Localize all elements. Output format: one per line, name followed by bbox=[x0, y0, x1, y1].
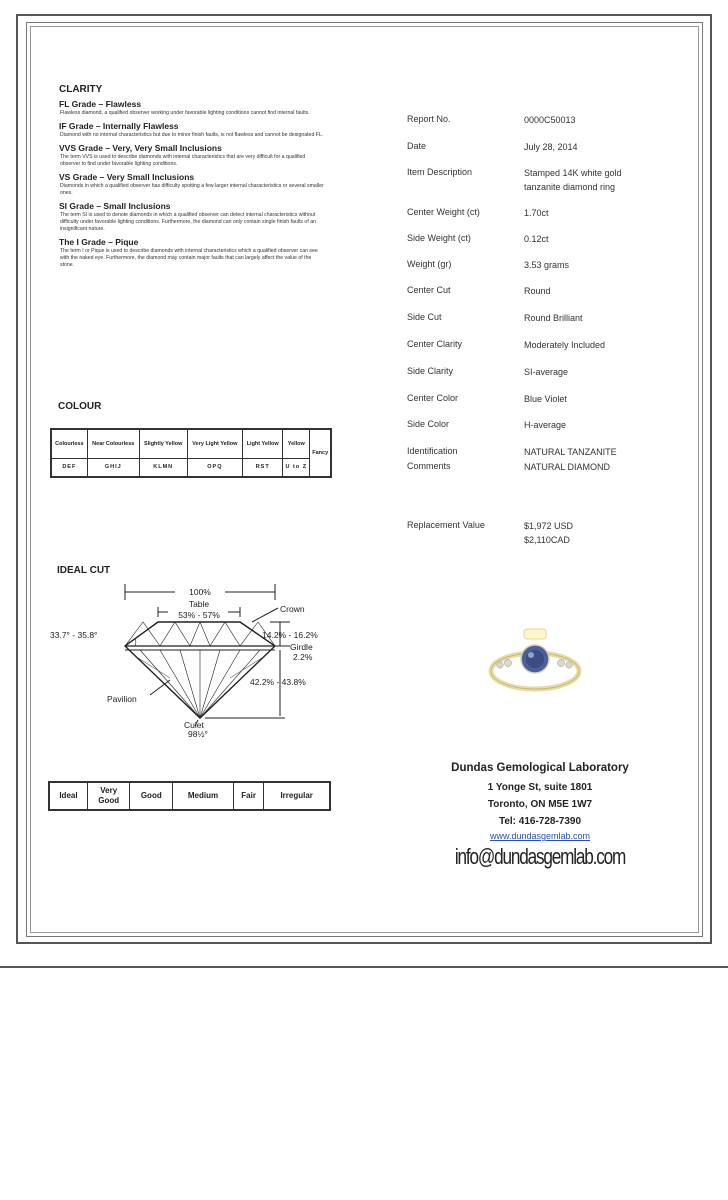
report-field-value: 1.70ct bbox=[524, 208, 549, 218]
colour-column-name: Slightly Yellow bbox=[139, 429, 187, 459]
clarity-grade-heading: FL Grade – Flawless bbox=[59, 99, 142, 109]
report-field-value: 3.53 grams bbox=[524, 260, 570, 270]
cut-grade-cell: Ideal bbox=[49, 782, 87, 810]
report-field-label: Report No. bbox=[407, 114, 451, 124]
report-field-label: Center Color bbox=[407, 393, 459, 403]
cut-grade-cell: Irregular bbox=[264, 782, 330, 810]
report-field-label: Date bbox=[407, 141, 427, 151]
report-field-value: NATURAL TANZANITE NATURAL DIAMOND bbox=[524, 447, 617, 472]
lab-website-link[interactable]: www.dundasgemlab.com bbox=[489, 831, 591, 841]
total-width-label: 100% bbox=[189, 587, 211, 597]
lab-name: Dundas Gemological Laboratory bbox=[451, 762, 629, 774]
cut-grade-cell: Medium bbox=[173, 782, 234, 810]
report-field-value: July 28, 2014 bbox=[524, 142, 578, 152]
crown-label: Crown bbox=[280, 604, 305, 614]
report-field-value: Round Brilliant bbox=[524, 313, 583, 323]
report-field-label: Side Weight (ct) bbox=[407, 233, 471, 243]
colour-column-name: Very Light Yellow bbox=[187, 429, 243, 459]
colour-column-grades: GHIJ bbox=[87, 459, 139, 478]
report-field-label: Center Weight (ct) bbox=[407, 207, 480, 217]
pavilion-depth-label: 42.2% - 43.8% bbox=[250, 677, 306, 687]
report-field-value: Round bbox=[524, 286, 551, 296]
clarity-grade-description: The term I or Pique is used to describe diamonds with internal characteristics which a qualified observer can see with the naked eye. Furthermore, the diamond may contain major faults that can largely affect the value of the stone. bbox=[60, 248, 318, 268]
colour-column-grades: DEF bbox=[51, 459, 87, 478]
clarity-grade-description: Diamond with no internal characteristics but due to minor finish faults, is not flawless and cannot be designated FL. bbox=[60, 132, 324, 138]
report-field-value: $1,972 USD $2,110CAD bbox=[524, 521, 574, 545]
clarity-grade-description: Flawless diamond, a qualified observer working under favorable lighting conditions cannot find internal faults. bbox=[60, 110, 310, 116]
clarity-section bbox=[59, 84, 324, 271]
colour-column-name: Light Yellow bbox=[243, 429, 283, 459]
clarity-title: CLARITY bbox=[59, 84, 103, 95]
report-field-label: Replacement Value bbox=[407, 520, 485, 530]
report-field-value: Blue Violet bbox=[524, 394, 567, 404]
cut-grade-cell: Good bbox=[130, 782, 173, 810]
report-field-label: Item Description bbox=[407, 167, 473, 177]
pavilion-label: Pavilion bbox=[107, 694, 137, 704]
cut-grade-table bbox=[48, 781, 331, 811]
lab-telephone: Tel: 416-728-7390 bbox=[498, 816, 582, 827]
colour-column-name: Colourless bbox=[51, 429, 87, 459]
colour-column-grades: U to Z bbox=[283, 459, 310, 478]
colour-scale-table bbox=[50, 428, 332, 478]
cut-grade-cell: Fair bbox=[233, 782, 263, 810]
lab-address-line2: Toronto, ON M5E 1W7 bbox=[487, 799, 593, 810]
colour-column-name: Yellow bbox=[283, 429, 310, 459]
clarity-grade-heading: IF Grade – Internally Flawless bbox=[59, 121, 179, 131]
colour-column-grades: RST bbox=[243, 459, 283, 478]
report-field-label: Side Clarity bbox=[407, 366, 454, 376]
report-field-value: Moderately Included bbox=[524, 340, 606, 350]
colour-column-fancy: Fancy bbox=[310, 429, 331, 477]
ideal-cut-title: IDEAL CUT bbox=[57, 565, 111, 576]
culet-angle-label: 98½° bbox=[188, 729, 208, 739]
clarity-grade-list bbox=[59, 99, 324, 269]
colour-column-grades: OPQ bbox=[187, 459, 243, 478]
report-field-label: Side Cut bbox=[407, 312, 442, 322]
clarity-grade-description: Diamonds in which a qualified observer has difficulty spotting a few larger internal characteristics or several smaller ones. bbox=[60, 183, 324, 196]
report-field-value: H-average bbox=[524, 420, 567, 430]
report-field-value: SI-average bbox=[524, 367, 569, 377]
table-range-label: 53% - 57% bbox=[178, 610, 220, 620]
girdle-pct-label: 2.2% bbox=[293, 652, 313, 662]
culet-label: Culet bbox=[184, 720, 204, 730]
report-field-value: 0000C50013 bbox=[524, 115, 576, 125]
girdle-label: Girdle bbox=[290, 642, 313, 652]
ring-photo bbox=[480, 623, 590, 703]
report-field-label: Identification Comments bbox=[407, 446, 458, 471]
crown-angle-label: 33.7° - 35.8° bbox=[50, 630, 98, 640]
report-field-label: Center Cut bbox=[407, 285, 451, 295]
report-field-label: Center Clarity bbox=[407, 339, 463, 349]
report-field-value: Stamped 14K white gold tanzanite diamond ring bbox=[524, 168, 622, 192]
report-field-label: Weight (gr) bbox=[407, 259, 452, 269]
ideal-cut-diagram bbox=[40, 578, 340, 748]
clarity-grade-description: The term VVS is used to describe diamonds with internal characteristics that are very difficult for a qualified observer to find under favorable lighting conditions. bbox=[60, 154, 306, 167]
report-field-value: 0.12ct bbox=[524, 234, 549, 244]
page-rule bbox=[0, 966, 728, 968]
clarity-grade-heading: VVS Grade – Very, Very Small Inclusions bbox=[59, 143, 222, 153]
table-label: Table bbox=[188, 599, 210, 609]
clarity-grade-heading: The I Grade – Pique bbox=[59, 237, 139, 247]
lab-address-line1: 1 Yonge St, suite 1801 bbox=[487, 782, 593, 793]
clarity-grade-heading: VS Grade – Very Small Inclusions bbox=[59, 172, 195, 182]
lab-email[interactable]: info@dundasgemlab.com bbox=[454, 844, 626, 869]
crown-height-label: 14.2% - 16.2% bbox=[262, 630, 318, 640]
colour-column-grades: KLMN bbox=[139, 459, 187, 478]
colour-column-name: Near Colourless bbox=[87, 429, 139, 459]
colour-title: COLOUR bbox=[58, 401, 102, 412]
cut-grade-cell: Very Good bbox=[87, 782, 130, 810]
clarity-grade-heading: SI Grade – Small Inclusions bbox=[59, 201, 171, 211]
report-field-label: Side Color bbox=[407, 419, 450, 429]
clarity-grade-description: The term SI is used to denote diamonds in which a qualified observer can detect internal characteristics without difficulty under favorable lighting conditions. Furthermore, the diamond can only contain single finish faults of an insignificant nature. bbox=[60, 212, 316, 232]
